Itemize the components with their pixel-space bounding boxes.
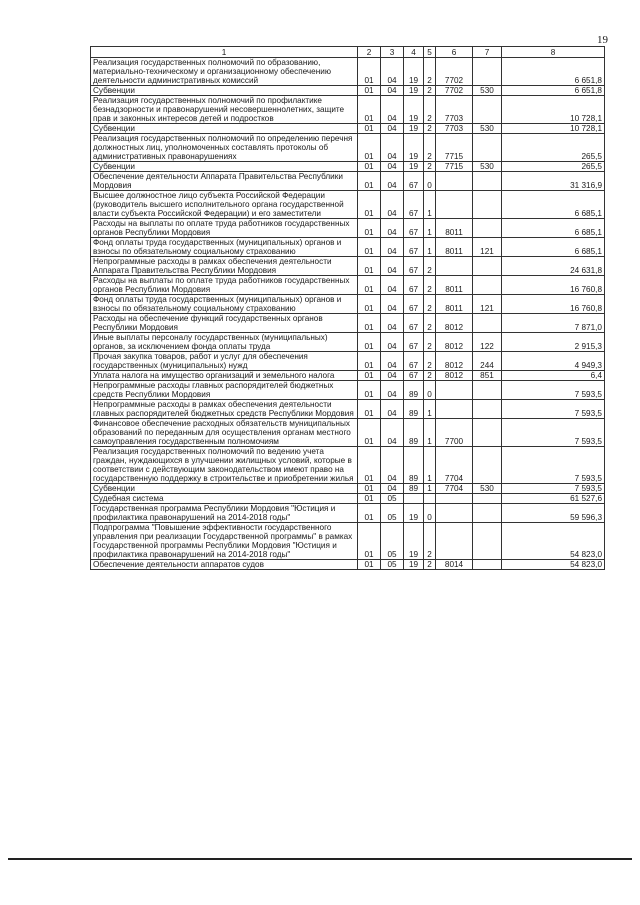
cell-code [436, 191, 473, 219]
cell-code: 04 [381, 447, 404, 484]
cell-amount: 10 728,1 [502, 96, 605, 124]
cell-amount: 16 760,8 [502, 276, 605, 295]
cell-code [473, 560, 502, 570]
cell-code: 530 [473, 162, 502, 172]
cell-code: 1 [424, 219, 436, 238]
cell-code: 89 [404, 484, 424, 494]
cell-amount: 54 823,0 [502, 523, 605, 560]
cell-code: 8011 [436, 295, 473, 314]
cell-code: 7704 [436, 484, 473, 494]
header-row [91, 47, 605, 58]
cell-amount: 59 596,3 [502, 504, 605, 523]
cell-code: 04 [381, 219, 404, 238]
cell-code [404, 494, 424, 504]
cell-code [473, 381, 502, 400]
cell-code: 244 [473, 352, 502, 371]
cell-code [473, 191, 502, 219]
cell-code: 01 [358, 419, 381, 447]
row-name: Фонд оплаты труда государственных (муниципальных) органов и взносы по обязательному социальному страхованию [91, 238, 358, 257]
cell-code: 121 [473, 238, 502, 257]
cell-code: 2 [424, 333, 436, 352]
cell-code [473, 400, 502, 419]
cell-amount: 2 915,3 [502, 333, 605, 352]
cell-amount: 7 593,5 [502, 381, 605, 400]
cell-code: 01 [358, 124, 381, 134]
row-name: Реализация государственных полномочий по определению перечня должностных лиц, уполномоченных составлять протоколы об административных правонарушениях [91, 134, 358, 162]
cell-code: 8012 [436, 352, 473, 371]
cell-code: 04 [381, 381, 404, 400]
table-row [91, 257, 605, 276]
cell-code: 67 [404, 371, 424, 381]
cell-code: 67 [404, 172, 424, 191]
cell-code: 19 [404, 504, 424, 523]
cell-code: 01 [358, 494, 381, 504]
table-row [91, 162, 605, 172]
table-row [91, 381, 605, 400]
cell-code: 01 [358, 276, 381, 295]
cell-amount: 31 316,9 [502, 172, 605, 191]
row-name: Субвенции [91, 124, 358, 134]
table-row [91, 314, 605, 333]
table-row [91, 86, 605, 96]
cell-code: 01 [358, 86, 381, 96]
cell-code: 8011 [436, 238, 473, 257]
cell-amount: 265,5 [502, 162, 605, 172]
cell-code: 05 [381, 504, 404, 523]
cell-code: 2 [424, 276, 436, 295]
cell-code: 2 [424, 124, 436, 134]
row-name: Уплата налога на имущество организаций и земельного налога [91, 371, 358, 381]
table-row [91, 352, 605, 371]
cell-code: 04 [381, 238, 404, 257]
cell-code: 01 [358, 484, 381, 494]
table-row [91, 295, 605, 314]
cell-code: 01 [358, 371, 381, 381]
cell-code: 67 [404, 257, 424, 276]
cell-code: 67 [404, 333, 424, 352]
cell-code [473, 504, 502, 523]
table-row [91, 371, 605, 381]
cell-code: 04 [381, 352, 404, 371]
cell-amount: 6 685,1 [502, 238, 605, 257]
cell-code: 04 [381, 124, 404, 134]
cell-code: 04 [381, 371, 404, 381]
cell-amount: 61 527,6 [502, 494, 605, 504]
row-name: Государственная программа Республики Мордовия "Юстиция и профилактика правонарушений на 2014-2018 годы" [91, 504, 358, 523]
cell-code [473, 276, 502, 295]
bottom-rule [8, 858, 632, 860]
cell-code: 04 [381, 96, 404, 124]
table-row [91, 494, 605, 504]
cell-code [436, 381, 473, 400]
table-row [91, 172, 605, 191]
column-header: 6 [436, 47, 473, 58]
cell-code: 67 [404, 238, 424, 257]
cell-code: 19 [404, 124, 424, 134]
cell-code: 1 [424, 447, 436, 484]
cell-code: 2 [424, 560, 436, 570]
cell-code: 0 [424, 504, 436, 523]
cell-code: 04 [381, 172, 404, 191]
table-row [91, 96, 605, 124]
cell-code: 851 [473, 371, 502, 381]
row-name: Расходы на обеспечение функций государственных органов Республики Мордовия [91, 314, 358, 333]
cell-code: 01 [358, 381, 381, 400]
table-row [91, 447, 605, 484]
cell-code: 1 [424, 484, 436, 494]
cell-code: 0 [424, 381, 436, 400]
cell-code: 0 [424, 172, 436, 191]
table-row [91, 333, 605, 352]
cell-code: 122 [473, 333, 502, 352]
table-row [91, 504, 605, 523]
cell-code: 2 [424, 371, 436, 381]
cell-code: 01 [358, 96, 381, 124]
table-row [91, 523, 605, 560]
cell-code [473, 314, 502, 333]
column-header: 2 [358, 47, 381, 58]
cell-code: 2 [424, 134, 436, 162]
cell-code: 04 [381, 162, 404, 172]
cell-code: 04 [381, 134, 404, 162]
row-name: Субвенции [91, 484, 358, 494]
cell-code: 1 [424, 419, 436, 447]
cell-code: 19 [404, 523, 424, 560]
cell-code: 01 [358, 314, 381, 333]
cell-code: 8011 [436, 219, 473, 238]
cell-amount: 6,4 [502, 371, 605, 381]
row-name: Реализация государственных полномочий по профилактике безнадзорности и правонарушений несовершеннолетних, защите прав и законных интересов детей и подростков [91, 96, 358, 124]
cell-amount: 24 631,8 [502, 257, 605, 276]
row-name: Реализация государственных полномочий по ведению учета граждан, нуждающихся в улучшении жилищных условий, которые в соответствии с действующим законодательством имеют право на государственную поддержку в строительстве и приобретении жилья [91, 447, 358, 484]
column-header: 3 [381, 47, 404, 58]
cell-code: 19 [404, 162, 424, 172]
row-name: Обеспечение деятельности аппаратов судов [91, 560, 358, 570]
cell-code: 7715 [436, 162, 473, 172]
row-name: Подпрограмма "Повышение эффективности государственного управления при реализации Государственной программы" в рамках Государственной программы Республики Мордовия "Юстиция и профилактика правонарушений на 2014-2018 годы" [91, 523, 358, 560]
cell-code: 01 [358, 400, 381, 419]
cell-code: 19 [404, 86, 424, 96]
cell-code: 2 [424, 162, 436, 172]
cell-code [436, 172, 473, 191]
cell-code: 530 [473, 484, 502, 494]
cell-code: 7703 [436, 124, 473, 134]
cell-amount: 7 593,5 [502, 484, 605, 494]
cell-code: 7703 [436, 96, 473, 124]
cell-code: 7715 [436, 134, 473, 162]
cell-amount: 6 651,8 [502, 58, 605, 86]
cell-code: 01 [358, 238, 381, 257]
cell-code [424, 494, 436, 504]
row-name: Реализация государственных полномочий по образованию, материально-техническому и организационному обеспечению деятельности административных комиссий [91, 58, 358, 86]
column-header: 7 [473, 47, 502, 58]
cell-code: 04 [381, 191, 404, 219]
cell-code: 8012 [436, 314, 473, 333]
cell-code [473, 58, 502, 86]
cell-code: 89 [404, 419, 424, 447]
cell-code: 121 [473, 295, 502, 314]
cell-code [473, 494, 502, 504]
cell-code: 04 [381, 333, 404, 352]
cell-code: 01 [358, 191, 381, 219]
cell-code: 89 [404, 400, 424, 419]
column-header: 1 [91, 47, 358, 58]
table-row [91, 124, 605, 134]
row-name: Финансовое обеспечение расходных обязательств муниципальных образований по переданным для осуществления органам местного самоуправления государственным полномочиям [91, 419, 358, 447]
cell-code [473, 419, 502, 447]
cell-code: 01 [358, 523, 381, 560]
cell-amount: 6 685,1 [502, 219, 605, 238]
cell-code [436, 257, 473, 276]
cell-code: 67 [404, 352, 424, 371]
cell-code: 67 [404, 219, 424, 238]
cell-amount: 7 871,0 [502, 314, 605, 333]
table-row [91, 219, 605, 238]
cell-code: 1 [424, 191, 436, 219]
cell-code: 2 [424, 58, 436, 86]
cell-code: 01 [358, 134, 381, 162]
cell-code: 2 [424, 96, 436, 124]
cell-code: 05 [381, 494, 404, 504]
column-header: 5 [424, 47, 436, 58]
row-name: Непрограммные расходы в рамках обеспечения деятельности главных распорядителей бюджетных средств Республики Мордовия [91, 400, 358, 419]
cell-code: 2 [424, 314, 436, 333]
cell-code: 2 [424, 295, 436, 314]
cell-code: 19 [404, 560, 424, 570]
cell-code: 67 [404, 314, 424, 333]
cell-amount: 7 593,5 [502, 447, 605, 484]
table-row [91, 400, 605, 419]
cell-code [436, 504, 473, 523]
row-name: Непрограммные расходы в рамках обеспечения деятельности Аппарата Правительства Республики Мордовия [91, 257, 358, 276]
cell-code: 01 [358, 172, 381, 191]
table-row [91, 134, 605, 162]
table-row [91, 419, 605, 447]
cell-code: 8012 [436, 333, 473, 352]
cell-code: 8012 [436, 371, 473, 381]
cell-code: 01 [358, 333, 381, 352]
table-body [91, 58, 605, 570]
cell-code: 19 [404, 96, 424, 124]
cell-code: 01 [358, 447, 381, 484]
column-header: 8 [502, 47, 605, 58]
cell-code: 67 [404, 191, 424, 219]
row-name: Непрограммные расходы главных распорядителей бюджетных средств Республики Мордовия [91, 381, 358, 400]
cell-code: 04 [381, 400, 404, 419]
cell-code: 01 [358, 352, 381, 371]
cell-code: 7702 [436, 58, 473, 86]
cell-code: 01 [358, 504, 381, 523]
table-row [91, 238, 605, 257]
table-row [91, 191, 605, 219]
row-name: Иные выплаты персоналу государственных (муниципальных) органов, за исключением фонда оплаты труда [91, 333, 358, 352]
cell-code: 7702 [436, 86, 473, 96]
cell-code [436, 523, 473, 560]
cell-code [473, 523, 502, 560]
cell-code: 04 [381, 257, 404, 276]
cell-code: 67 [404, 276, 424, 295]
row-name: Фонд оплаты труда государственных (муниципальных) органов и взносы по обязательному социальному страхованию [91, 295, 358, 314]
cell-code: 01 [358, 295, 381, 314]
cell-code: 7700 [436, 419, 473, 447]
cell-code: 8014 [436, 560, 473, 570]
cell-code: 05 [381, 560, 404, 570]
table-row [91, 560, 605, 570]
cell-code [473, 257, 502, 276]
cell-amount: 6 685,1 [502, 191, 605, 219]
table-row [91, 58, 605, 86]
column-header: 4 [404, 47, 424, 58]
row-name: Обеспечение деятельности Аппарата Правительства Республики Мордовия [91, 172, 358, 191]
cell-amount: 6 651,8 [502, 86, 605, 96]
row-name: Расходы на выплаты по оплате труда работников государственных органов Республики Мордовия [91, 219, 358, 238]
cell-code: 19 [404, 58, 424, 86]
cell-code: 01 [358, 162, 381, 172]
cell-amount: 54 823,0 [502, 560, 605, 570]
cell-amount: 7 593,5 [502, 400, 605, 419]
cell-code [473, 447, 502, 484]
cell-code: 05 [381, 523, 404, 560]
cell-code: 04 [381, 58, 404, 86]
table-row [91, 484, 605, 494]
cell-amount: 265,5 [502, 134, 605, 162]
cell-code: 01 [358, 219, 381, 238]
row-name: Расходы на выплаты по оплате труда работников государственных органов Республики Мордовия [91, 276, 358, 295]
cell-code: 2 [424, 523, 436, 560]
row-name: Субвенции [91, 162, 358, 172]
cell-amount: 10 728,1 [502, 124, 605, 134]
cell-code: 2 [424, 352, 436, 371]
row-name: Судебная система [91, 494, 358, 504]
cell-code: 1 [424, 238, 436, 257]
cell-code: 1 [424, 400, 436, 419]
cell-code: 89 [404, 447, 424, 484]
cell-code: 19 [404, 134, 424, 162]
cell-amount: 4 949,3 [502, 352, 605, 371]
cell-code: 04 [381, 86, 404, 96]
row-name: Субвенции [91, 86, 358, 96]
cell-code: 04 [381, 484, 404, 494]
cell-code: 04 [381, 295, 404, 314]
cell-code: 04 [381, 314, 404, 333]
cell-code: 01 [358, 257, 381, 276]
cell-code: 04 [381, 276, 404, 295]
cell-code: 530 [473, 124, 502, 134]
cell-code: 04 [381, 419, 404, 447]
cell-amount: 7 593,5 [502, 419, 605, 447]
cell-code: 530 [473, 86, 502, 96]
cell-code: 01 [358, 560, 381, 570]
cell-code [473, 96, 502, 124]
row-name: Высшее должностное лицо субъекта Российской Федерации (руководитель высшего исполнительного органа государственной власти субъекта Российской Федерации) и его заместители [91, 191, 358, 219]
budget-table [90, 46, 605, 570]
row-name: Прочая закупка товаров, работ и услуг для обеспечения государственных (муниципальных) нужд [91, 352, 358, 371]
cell-code [473, 219, 502, 238]
table-row [91, 276, 605, 295]
cell-code: 7704 [436, 447, 473, 484]
cell-code [436, 494, 473, 504]
page-number: 19 [597, 34, 608, 46]
cell-code: 8011 [436, 276, 473, 295]
cell-code: 2 [424, 86, 436, 96]
cell-amount: 16 760,8 [502, 295, 605, 314]
cell-code [473, 172, 502, 191]
cell-code: 2 [424, 257, 436, 276]
cell-code [436, 400, 473, 419]
cell-code [473, 134, 502, 162]
cell-code: 01 [358, 58, 381, 86]
cell-code: 67 [404, 295, 424, 314]
cell-code: 89 [404, 381, 424, 400]
